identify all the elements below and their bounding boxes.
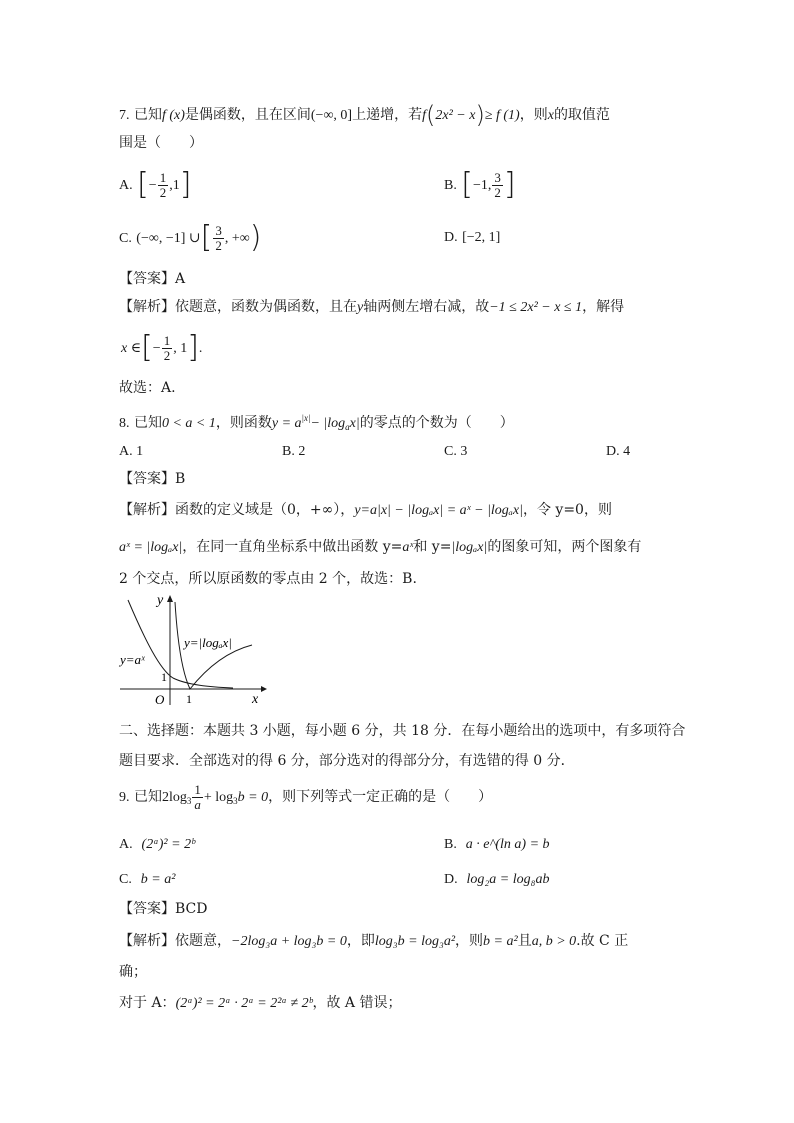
- fraction: $\frac{3}{2}$: [494, 169, 501, 200]
- function-graph: [115, 590, 275, 710]
- log-curve-label: y=|logₐx|: [184, 635, 232, 650]
- y-axis-label: y: [157, 593, 164, 608]
- q9-option-a: A. (2ᵃ)² = 2ᵇ: [119, 837, 195, 852]
- q9-analysis-line1: 【解析】依题意，−2log₃a + log₃b = 0，即log₃b = log₃a²，则b = a²且a, b > 0.故 C 正: [119, 933, 629, 949]
- q8-option-c: C. 3: [444, 444, 468, 459]
- q9-answer: 【答案】BCD: [119, 901, 208, 917]
- exp-curve-label: y=aˣ: [120, 652, 145, 667]
- fraction: $\frac{3}{2}$: [215, 222, 222, 253]
- q7-stem-line1: 7. 已知f (x)是偶函数，且在区间(−∞, 0]上递增，若f(2x² − x)≥ f (1)，则x的取值范: [119, 101, 610, 129]
- q9-stem: 9. 已知$2\log_3$ $\frac{1}{a}$ + $\log_3b = 0$，则下列等式一定正确的是（ ）: [119, 782, 493, 812]
- q8-option-d: D. 4: [606, 444, 631, 459]
- q9-analysis-line3: 对于 A：(2ᵃ)² = 2ᵃ · 2ᵃ = 2²ᵃ ≠ 2ᵇ，故 A 错误；: [119, 995, 402, 1011]
- q7-stem-line2: 围是（ ）: [119, 135, 203, 151]
- x-one-label: 1: [186, 692, 192, 706]
- section2-heading-line1: 二、选择题：本题共 3 小题，每小题 6 分，共 18 分．在每小题给出的选项中，有多项符合: [119, 723, 686, 739]
- q8-option-b: B. 2: [282, 444, 306, 459]
- q9-option-d: D. log₂a = log₈ab: [444, 872, 550, 887]
- fraction: $\frac{1}{a}$: [194, 782, 201, 812]
- y-axis-arrow: [167, 595, 173, 602]
- q7-option-b: B. [−1, $\frac{3}{2}$ ]: [444, 167, 516, 202]
- q7-analysis-line2: x ∈[− $\frac{1}{2}$ , 1].: [121, 330, 203, 365]
- y-one-label: 1: [161, 670, 167, 684]
- q8-analysis-line1: 【解析】函数的定义域是（0，+∞），y=a|x| − |logₐx| = aˣ − |logₐx|，令 y=0，则: [119, 502, 612, 518]
- q8-answer: 【答案】B: [119, 471, 186, 487]
- q7-option-c: C. (−∞, −1] ∪[ $\frac{3}{2}$ , +∞): [119, 220, 262, 255]
- fraction: $\frac{1}{2}$: [159, 169, 167, 200]
- q8-option-a: A. 1: [119, 444, 144, 459]
- section2-heading-line2: 题目要求．全部选对的得 6 分，部分选对的得部分分，有选错的得 0 分．: [119, 753, 575, 769]
- x-axis-arrow: [261, 686, 267, 692]
- q8-analysis-line3: 2 个交点，所以原函数的零点由 2 个，故选：B.: [119, 571, 417, 587]
- q8-stem: 8. 已知0 < a < 1，则函数$y = a^{|x|}- |\log_ax|$的零点的个数为（ ）: [119, 413, 514, 432]
- x-axis-label: x: [252, 692, 259, 707]
- q8-analysis-line2: aˣ = |logₐx|，在同一直角坐标系中做出函数 y=aˣ和 y=|logₐx|的图象可知，两个图象有: [119, 539, 642, 555]
- q7-option-d: D. [−2, 1]: [444, 230, 501, 245]
- q9-analysis-line2: 确；: [119, 964, 147, 980]
- fraction: $\frac{1}{2}$: [163, 332, 171, 363]
- q7-conclusion: 故选：A.: [119, 380, 176, 396]
- q9-option-c: C. b = a²: [119, 872, 176, 887]
- q7-answer: 【答案】A: [119, 271, 186, 287]
- origin-label: O: [155, 692, 165, 707]
- q9-option-b: B. a · e^(ln a) = b: [444, 837, 550, 852]
- q7-option-a: A. [− $\frac{1}{2}$ ,1]: [119, 167, 192, 202]
- q7-analysis-line1: 【解析】依题意，函数为偶函数，且在y轴两侧左增右减，故−1 ≤ 2x² − x ≤ 1，解得: [119, 299, 625, 315]
